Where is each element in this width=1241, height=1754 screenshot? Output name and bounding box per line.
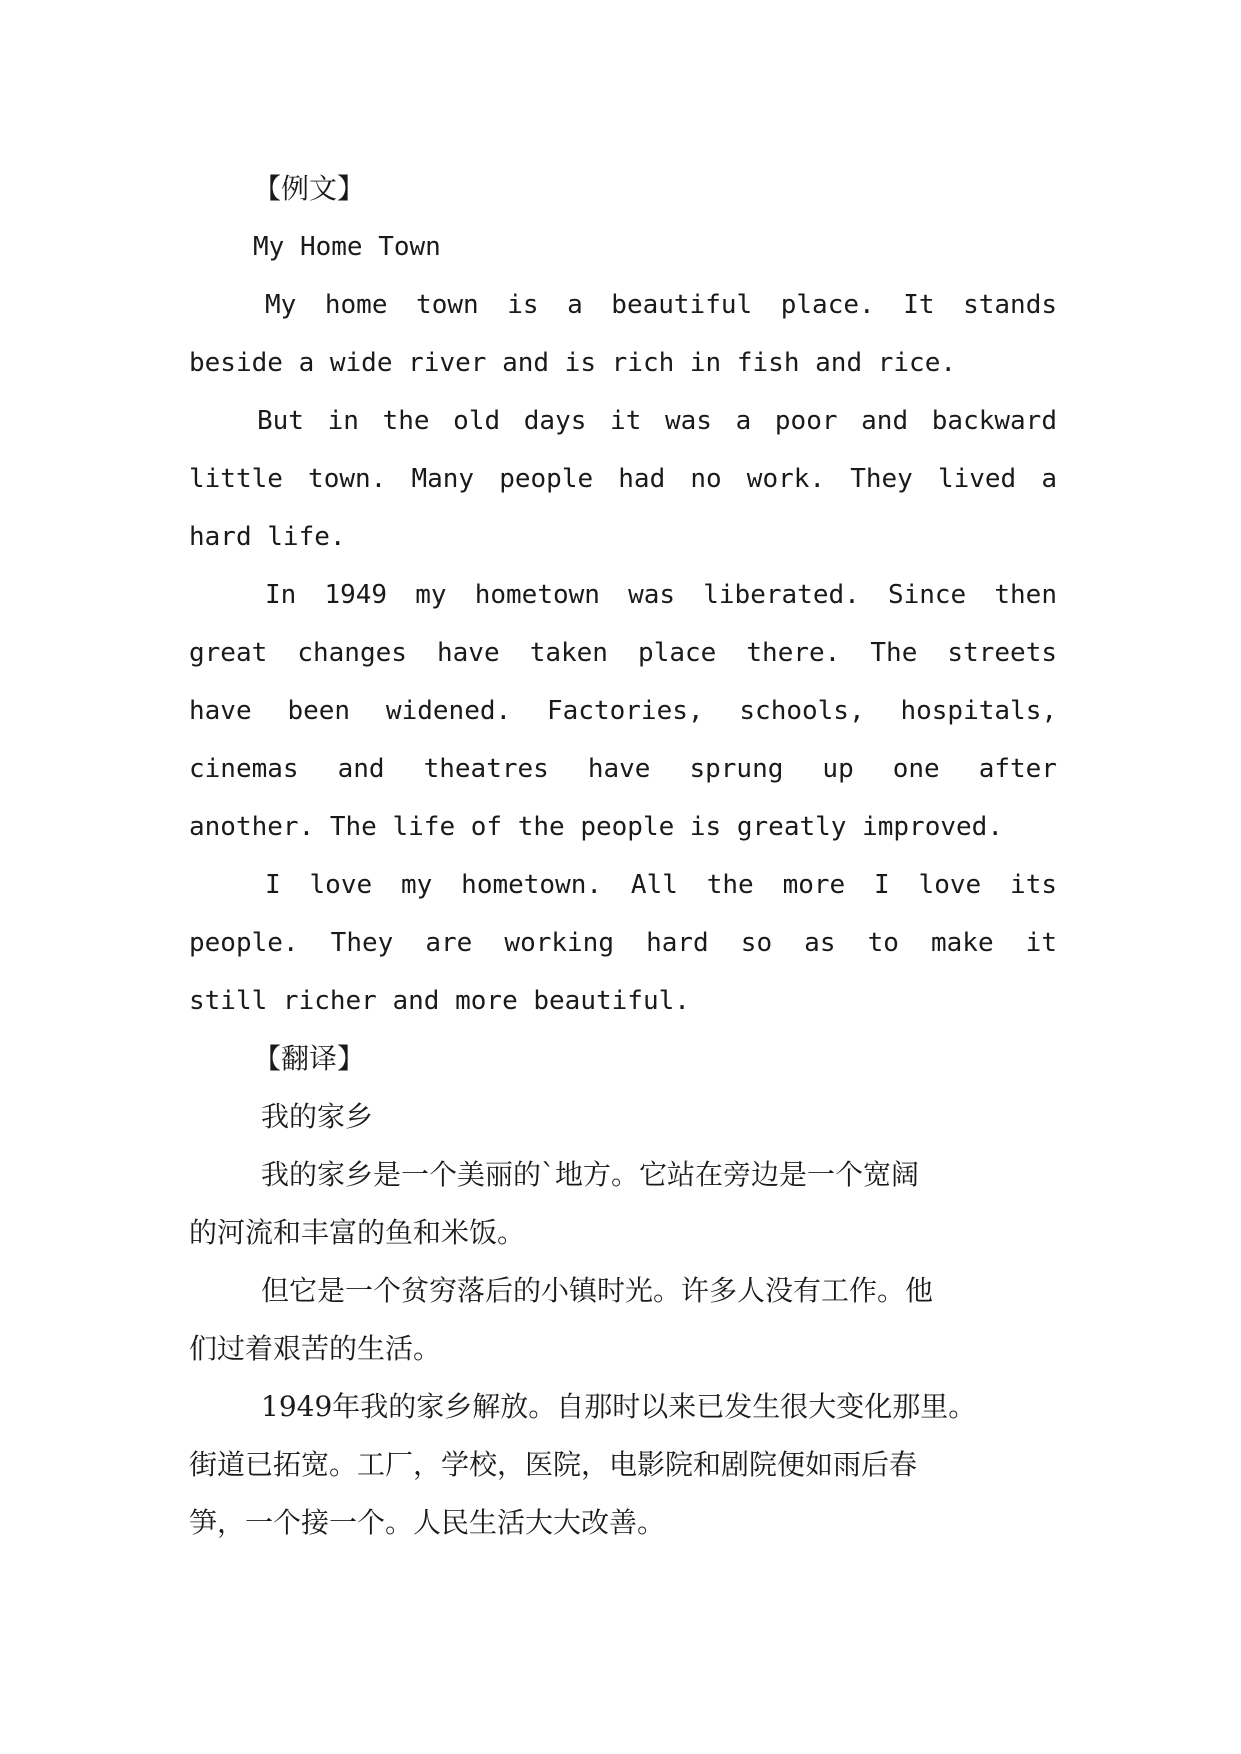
paragraph-en-4-line-2: people. They are working hard so as to make it — [189, 928, 1057, 958]
essay-title: My Home Town — [253, 232, 441, 262]
translation-heading: 【翻译】 — [253, 1042, 366, 1075]
paragraph-zh-1-line-1: 我的家乡是一个美丽的`地方。它站在旁边是一个宽阔 — [261, 1158, 920, 1191]
paragraph-en-3-line-5: another. The life of the people is greatly improved. — [189, 812, 1003, 842]
paragraph-zh-3-line-3: 笋，一个接一个。人民生活大大改善。 — [189, 1506, 666, 1539]
paragraph-en-3-line-2: great changes have taken place there. The streets — [189, 638, 1057, 668]
paragraph-en-1-line-2: beside a wide river and is rich in fish and rice. — [189, 348, 957, 378]
paragraph-zh-3-line-1: 1949年我的家乡解放。自那时以来已发生很大变化那里。 — [261, 1390, 977, 1423]
paragraph-zh-3-line-2: 街道已拓宽。工厂，学校，医院，电影院和剧院便如雨后春 — [189, 1448, 918, 1481]
paragraph-en-3-line-4: cinemas and theatres have sprung up one after — [189, 754, 1057, 784]
paragraph-zh-2-line-1: 但它是一个贫穷落后的小镇时光。许多人没有工作。他 — [261, 1274, 934, 1307]
paragraph-en-2-line-1: But in the old days it was a poor and backward — [257, 406, 1057, 436]
document-body — [189, 160, 1057, 1552]
translation-title: 我的家乡 — [261, 1100, 374, 1133]
paragraph-en-3-line-1: In 1949 my hometown was liberated. Since then — [265, 580, 1057, 610]
paragraph-en-4-line-3: still richer and more beautiful. — [189, 986, 690, 1016]
paragraph-en-1-line-1: My home town is a beautiful place. It stands — [265, 290, 1057, 320]
paragraph-zh-2-line-2: 们过着艰苦的生活。 — [189, 1332, 442, 1365]
example-heading: 【例文】 — [253, 172, 366, 205]
paragraph-en-2-line-2: little town. Many people had no work. They lived a — [189, 464, 1057, 494]
paragraph-en-3-line-3: have been widened. Factories, schools, hospitals, — [189, 696, 1057, 726]
paragraph-en-2-line-3: hard life. — [189, 522, 346, 552]
paragraph-en-4-line-1: I love my hometown. All the more I love its — [265, 870, 1057, 900]
paragraph-zh-1-line-2: 的河流和丰富的鱼和米饭。 — [189, 1216, 526, 1249]
